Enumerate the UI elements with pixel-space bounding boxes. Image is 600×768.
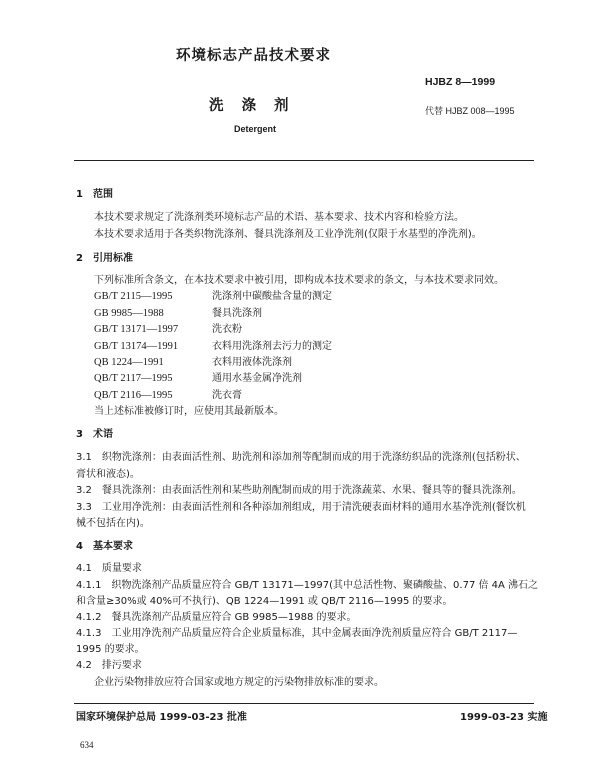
reference-code: GB/T 13174—1991	[94, 341, 179, 352]
footer-divider	[74, 703, 534, 704]
requirement-paragraph: 4.1.1 织物洗涤剂产品质量应符合 GB/T 13171—1997(其中总活性物、聚磷酸盐、0.77 倍 4A 沸石之	[76, 580, 539, 591]
reference-item	[94, 337, 332, 352]
reference-code: GB/T 2115—1995	[94, 291, 173, 302]
reference-item	[94, 353, 292, 368]
document-title: 洗涤剂	[209, 98, 307, 114]
reference-item	[94, 320, 242, 335]
requirement-paragraph: 1995 的要求。	[76, 644, 145, 655]
requirement-paragraph: 和含量≥30%或 40%可不执行)、QB 1224—1991 或 QB/T 2116—1995 的要求。	[76, 596, 453, 607]
requirement-paragraph: 4.1.2 餐具洗涤剂产品质量应符合 GB 9985—1988 的要求。	[76, 612, 357, 623]
reference-name: 洗衣膏	[212, 390, 242, 401]
section-4-heading: 4 基本要求	[76, 541, 133, 552]
term-definition: 械不包括在内)。	[76, 518, 150, 529]
replaces-standard: 代替 HJBZ 008—1995	[425, 106, 515, 116]
reference-item	[94, 287, 332, 302]
reference-name: 衣料用液体洗涤剂	[212, 357, 292, 368]
effective-date: 1999-03-23 实施	[460, 712, 548, 723]
reference-name: 衣料用洗涤剂去污力的测定	[212, 341, 332, 352]
header-divider	[74, 160, 534, 161]
approval-info: 国家环境保护总局 1999-03-23 批准	[76, 712, 247, 723]
document-subtitle-en: Detergent	[234, 124, 277, 134]
reference-code: GB 9985—1988	[94, 308, 164, 319]
section-1-paragraph: 本技术要求规定了洗涤剂类环境标志产品的术语、基本要求、技术内容和检验方法。	[94, 212, 464, 223]
reference-code: GB/T 13171—1997	[94, 324, 179, 335]
reference-item	[94, 304, 262, 319]
reference-name: 餐具洗涤剂	[212, 308, 262, 319]
requirement-paragraph: 企业污染物排放应符合国家或地方规定的污染物排放标准的要求。	[94, 677, 384, 688]
section-3-heading: 3 术语	[76, 429, 113, 440]
reference-name: 通用水基金属净洗剂	[212, 373, 302, 384]
document-category: 环境标志产品技术要求	[176, 48, 331, 64]
term-definition: 3.2 餐具洗涤剂：由表面活性剂和某些助剂配制而成的用于洗涤蔬菜、水果、餐具等的餐具洗涤剂。	[76, 485, 522, 496]
section-2-intro: 下列标准所含条文，在本技术要求中被引用，即构成本技术要求的条文，与本技术要求同效。	[94, 275, 504, 286]
page-number: 634	[80, 740, 94, 750]
reference-code: QB/T 2116—1995	[94, 390, 173, 401]
term-definition: 3.3 工业用净洗剂：由表面活性剂和各种添加剂组成，用于清洗硬表面材料的通用水基净洗剂(餐饮机	[76, 502, 526, 513]
subsection-heading: 4.2 排污要求	[76, 660, 142, 671]
reference-item	[94, 386, 242, 401]
reference-name: 洗涤剂中碳酸盐含量的测定	[212, 291, 332, 302]
section-1-paragraph: 本技术要求适用于各类织物洗涤剂、餐具洗涤剂及工业净洗剂(仅限于水基型的净洗剂)。	[94, 229, 482, 240]
term-definition: 3.1 织物洗涤剂：由表面活性剂、助洗剂和添加剂等配制而成的用于洗涤纺织品的洗涤剂(包括粉状、	[76, 452, 526, 463]
reference-code: QB 1224—1991	[94, 357, 164, 368]
standard-number: HJBZ 8—1999	[425, 76, 496, 88]
section-1-heading: 1 范围	[76, 189, 113, 200]
subsection-heading: 4.1 质量要求	[76, 563, 142, 574]
section-2-outro: 当上述标准被修订时，应使用其最新版本。	[94, 406, 284, 417]
reference-item	[94, 369, 302, 384]
section-2-heading: 2 引用标准	[76, 253, 133, 264]
term-definition: 膏状和液态)。	[76, 469, 140, 480]
reference-name: 洗衣粉	[212, 324, 242, 335]
reference-code: QB/T 2117—1995	[94, 373, 173, 384]
requirement-paragraph: 4.1.3 工业用净洗剂产品质量应符合企业质量标准，其中金属表面净洗剂质量应符合 GB/T 2117—	[76, 628, 518, 639]
